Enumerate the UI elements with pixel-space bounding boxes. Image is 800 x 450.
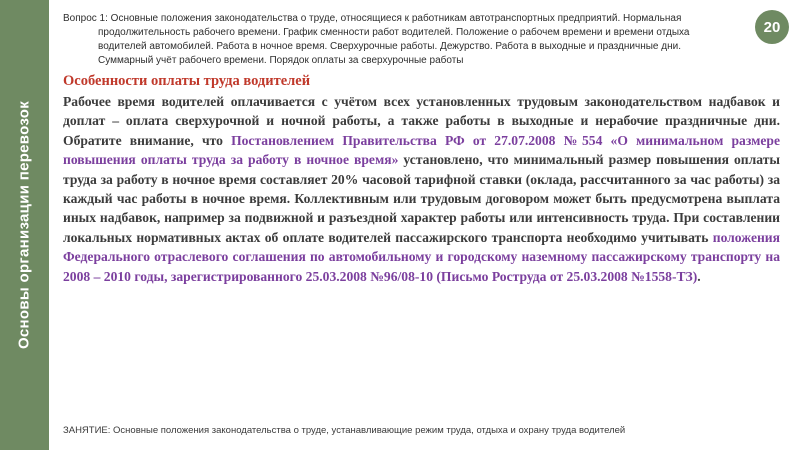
body-text-part-1: Рабочее время водителей оплачивается с учётом всех установленных трудовым законодательством надбавок и доплат – оплата сверхурочной и ночной работы, а также работы в выходные и нерабочие праздничные дни. Обратите внимание, что — [63, 94, 780, 148]
decree-554-link[interactable]: Постановлением Правительства РФ от 27.07.2008 №554 «О минимальном размере повышения оплаты труда за работу в ночное время» — [63, 132, 780, 168]
body-text-part-2: установлено, что минимальный размер повышения оплаты труда за работу в ночное время составляет 20% часовой тарифной ставки (оклада, рассчитанного за час работы) за каждый час работы в ночное время. Коллективным или трудовым договором может быть предусмотрена выплата иных надбавок, например за подвижной и разъездной характер работы или интенсивность труда. При составлении локальных нормативных актах об оплате водителей пассажирского транспорта необходимо учитывать — [63, 152, 780, 245]
section-title: Особенности оплаты труда водителей — [63, 73, 311, 89]
sidebar-title: Основы организации перевозок — [15, 100, 33, 350]
body-text-part-3: . — [697, 268, 701, 284]
federal-agreement-link[interactable]: положения Федерального отраслевого соглашения по автомобильному и городскому наземному пассажирскому транспорту на 2008 – 2010 годы, зарегистрированного 25.03.2008 №96/08-10 (Письмо Роструда от 25.03.2008 №1558-ТЗ) — [63, 229, 780, 284]
slide-number-badge: 20 — [755, 10, 789, 44]
header-line-4: Суммарный учёт рабочего времени. Порядок оплаты за сверхурочные работы — [98, 55, 464, 66]
header-line-2: продолжительность рабочего времени. График сменности работ водителей. Положение о рабочем времени и времени отдыха — [98, 27, 690, 38]
sidebar — [0, 0, 49, 450]
header-line-3: водителей автомобилей. Работа в ночное время. Сверхурочные работы. Дежурство. Работа в выходные и праздничные дни. — [98, 41, 681, 52]
question-header — [63, 12, 743, 68]
header-line-1: Вопрос 1: Основные положения законодательства о труде, относящиеся к работникам автотранспортных предприятий. Нормальная — [63, 13, 682, 24]
lesson-footer: ЗАНЯТИЕ: Основные положения законодательства о труде, устанавливающие режим труда, отдыха и охрану труда водителей — [63, 425, 626, 436]
body-paragraph — [63, 92, 780, 286]
